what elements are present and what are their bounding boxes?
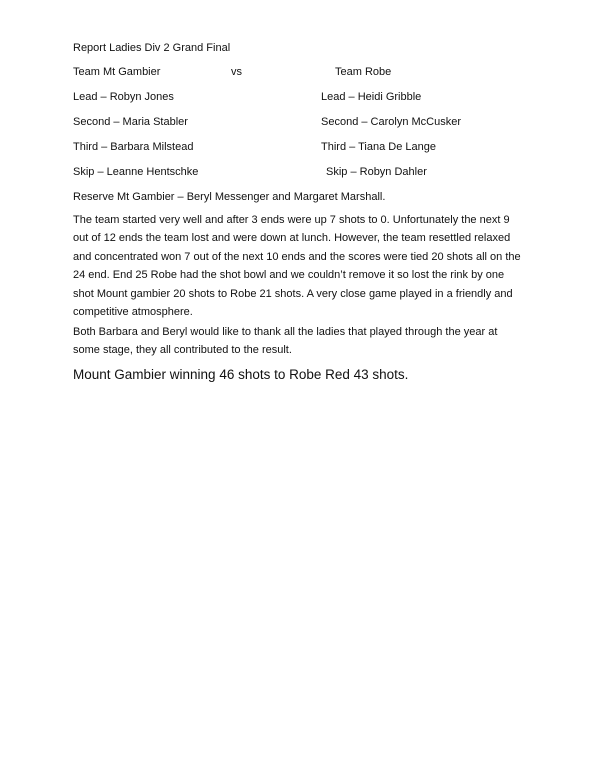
lineup-away-second: Second – Carolyn McCusker [321, 116, 462, 128]
match-summary-paragraph: The team started very well and after 3 ends were up 7 shots to 0. Unfortunately the next 9 out of 12 ends the team lost and were down at lunch. However, the team resettled relaxed and concentrated won 7 out of the next 10 ends and the scores were tied 20 shots all on the 24 end. End 25 Robe had the shot bowl and we couldn’t remove it so lost the rink by one shot Mount gambier 20 shots to Robe 21 shots. A very close game played in a friendly and competitive atmosphere. [73, 214, 521, 319]
lineup-away-skip: Skip – Robyn Dahler [326, 166, 427, 178]
final-result: Mount Gambier winning 46 shots to Robe Red 43 shots. [73, 367, 409, 382]
lineup-home-second: Second – Maria Stabler [73, 116, 188, 128]
lineup-away-third: Third – Tiana De Lange [321, 141, 436, 153]
lineup-home-lead: Lead – Robyn Jones [73, 91, 174, 103]
lineup-home-skip: Skip – Leanne Hentschke [73, 166, 199, 178]
reserve-line: Reserve Mt Gambier – Beryl Messenger and Margaret Marshall. [73, 191, 386, 203]
thanks-paragraph: Both Barbara and Beryl would like to thank all the ladies that played through the year at some stage, they all contributed to the result. [73, 326, 498, 357]
report-title: Report Ladies Div 2 Grand Final [73, 42, 231, 54]
lineup-away-lead: Lead – Heidi Gribble [321, 91, 422, 103]
team-away-heading: Team Robe [335, 66, 392, 78]
lineup-home-third: Third – Barbara Milstead [73, 141, 194, 153]
versus-label: vs [231, 66, 242, 78]
team-home-heading: Team Mt Gambier [73, 66, 161, 78]
